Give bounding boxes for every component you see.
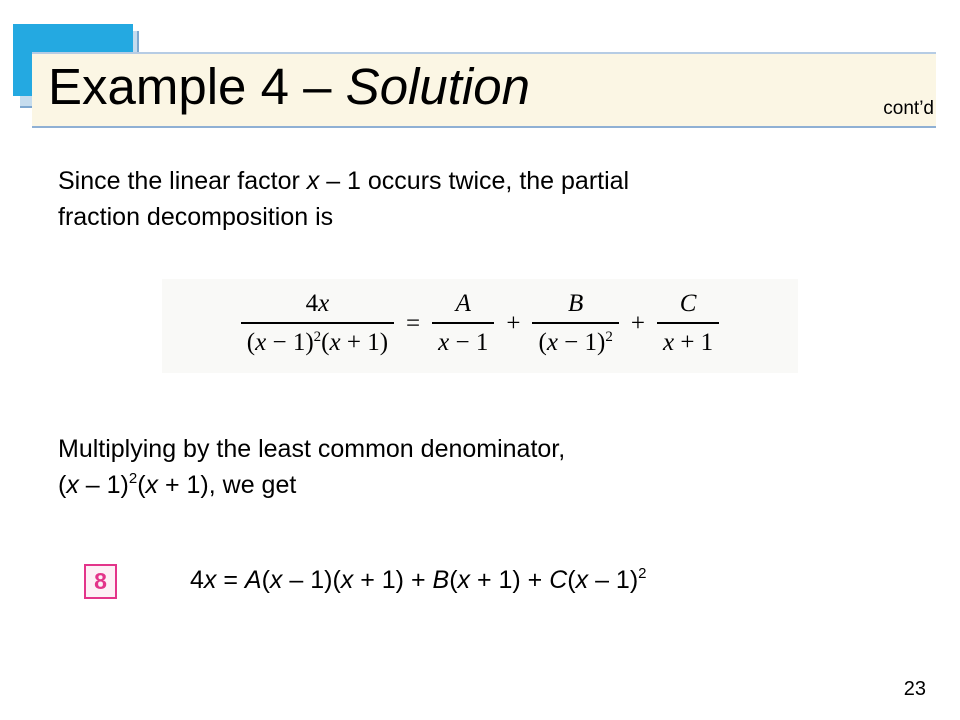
- lhs-denominator: [241, 322, 394, 360]
- eq8-p1: 4: [190, 566, 204, 594]
- term-b-den-rest: − 1): [557, 329, 606, 356]
- multiply-var1: x: [66, 471, 79, 499]
- continued-label: cont’d: [883, 98, 934, 119]
- term-c-numerator: [670, 288, 707, 322]
- term-b-numerator: [558, 288, 593, 322]
- term-c-num: C: [679, 290, 697, 317]
- lhs-num-coef: 4: [305, 290, 319, 317]
- eq8-p3: (: [261, 566, 270, 594]
- lhs-den-open: (: [246, 329, 256, 356]
- eq8-coef-a: A: [244, 566, 262, 594]
- eq8-x5: x: [575, 566, 589, 594]
- term-a-den-rest: − 1: [449, 329, 489, 356]
- multiply-open: (: [58, 471, 67, 499]
- term-a-num: A: [455, 290, 471, 317]
- eq8-coef-c: C: [549, 566, 568, 594]
- page-number: 23: [903, 678, 926, 700]
- multiply-var2: x: [145, 471, 159, 499]
- lhs-den-exponent: 2: [313, 329, 322, 345]
- multiply-end: + 1), we get: [158, 471, 297, 499]
- intro-text-line2: fraction decomposition is: [58, 203, 334, 231]
- lhs-numerator: [296, 288, 340, 322]
- multiply-exponent: 2: [128, 470, 138, 487]
- multiply-text-line1: Multiplying by the least common denominator,: [58, 435, 566, 463]
- eq8-x1: x: [203, 566, 217, 594]
- plus-sign-1: +: [506, 310, 521, 337]
- lhs-den-mid2: (: [321, 329, 330, 356]
- eq8-p8: (: [567, 566, 576, 594]
- multiply-paragraph: [58, 431, 565, 503]
- slide-title: [48, 54, 530, 120]
- multiply-mid2: (: [137, 471, 146, 499]
- intro-text-a: Since the linear factor: [58, 167, 307, 195]
- equals-sign: =: [406, 310, 421, 337]
- eq8-exponent: 2: [638, 565, 647, 582]
- multiply-mid1: – 1): [78, 471, 129, 499]
- slide-title-italic: Solution: [345, 58, 530, 115]
- term-b-den-var: x: [546, 329, 558, 356]
- term-b-den-exponent: 2: [605, 329, 613, 345]
- intro-text-b: – 1 occurs twice, the partial: [319, 167, 630, 195]
- lhs-den-var2: x: [329, 329, 341, 356]
- term-b-denominator: [532, 322, 618, 360]
- eq8-x4: x: [457, 566, 471, 594]
- lhs-fraction: [241, 288, 394, 360]
- eq8-p6: (: [449, 566, 458, 594]
- lhs-num-var: x: [318, 290, 330, 317]
- term-a-fraction: [432, 288, 494, 360]
- intro-variable: x: [306, 167, 320, 195]
- lhs-den-var1: x: [255, 329, 267, 356]
- eq8-coef-b: B: [432, 566, 450, 594]
- term-b-den-open: (: [538, 329, 547, 356]
- equation-row: [162, 288, 798, 360]
- equation-number-badge: [84, 564, 117, 599]
- intro-paragraph: [58, 163, 629, 235]
- eq8-p2: =: [216, 566, 245, 594]
- equation-8: [190, 562, 647, 598]
- term-c-den-var: x: [662, 329, 675, 356]
- term-a-numerator: [446, 288, 481, 322]
- lhs-den-mid1: − 1): [266, 329, 314, 356]
- equation-number: 8: [94, 568, 107, 594]
- eq8-p4: – 1)(: [282, 566, 341, 594]
- eq8-p7: + 1) +: [470, 566, 550, 594]
- eq8-x3: x: [340, 566, 354, 594]
- term-b-fraction: [532, 288, 618, 360]
- plus-sign-2: +: [630, 310, 645, 337]
- slide-title-main: Example 4 –: [48, 58, 346, 115]
- term-b-num: B: [568, 290, 584, 317]
- term-a-denominator: [432, 322, 494, 360]
- eq8-p5: + 1) +: [353, 566, 433, 594]
- term-c-den-rest: + 1: [674, 329, 714, 356]
- term-c-fraction: [657, 288, 719, 360]
- eq8-x2: x: [269, 566, 283, 594]
- term-c-denominator: [657, 322, 719, 360]
- eq8-p9: – 1): [588, 566, 639, 594]
- term-a-den-var: x: [438, 329, 450, 356]
- partial-fraction-equation: [162, 279, 798, 373]
- lhs-den-end: + 1): [340, 329, 389, 356]
